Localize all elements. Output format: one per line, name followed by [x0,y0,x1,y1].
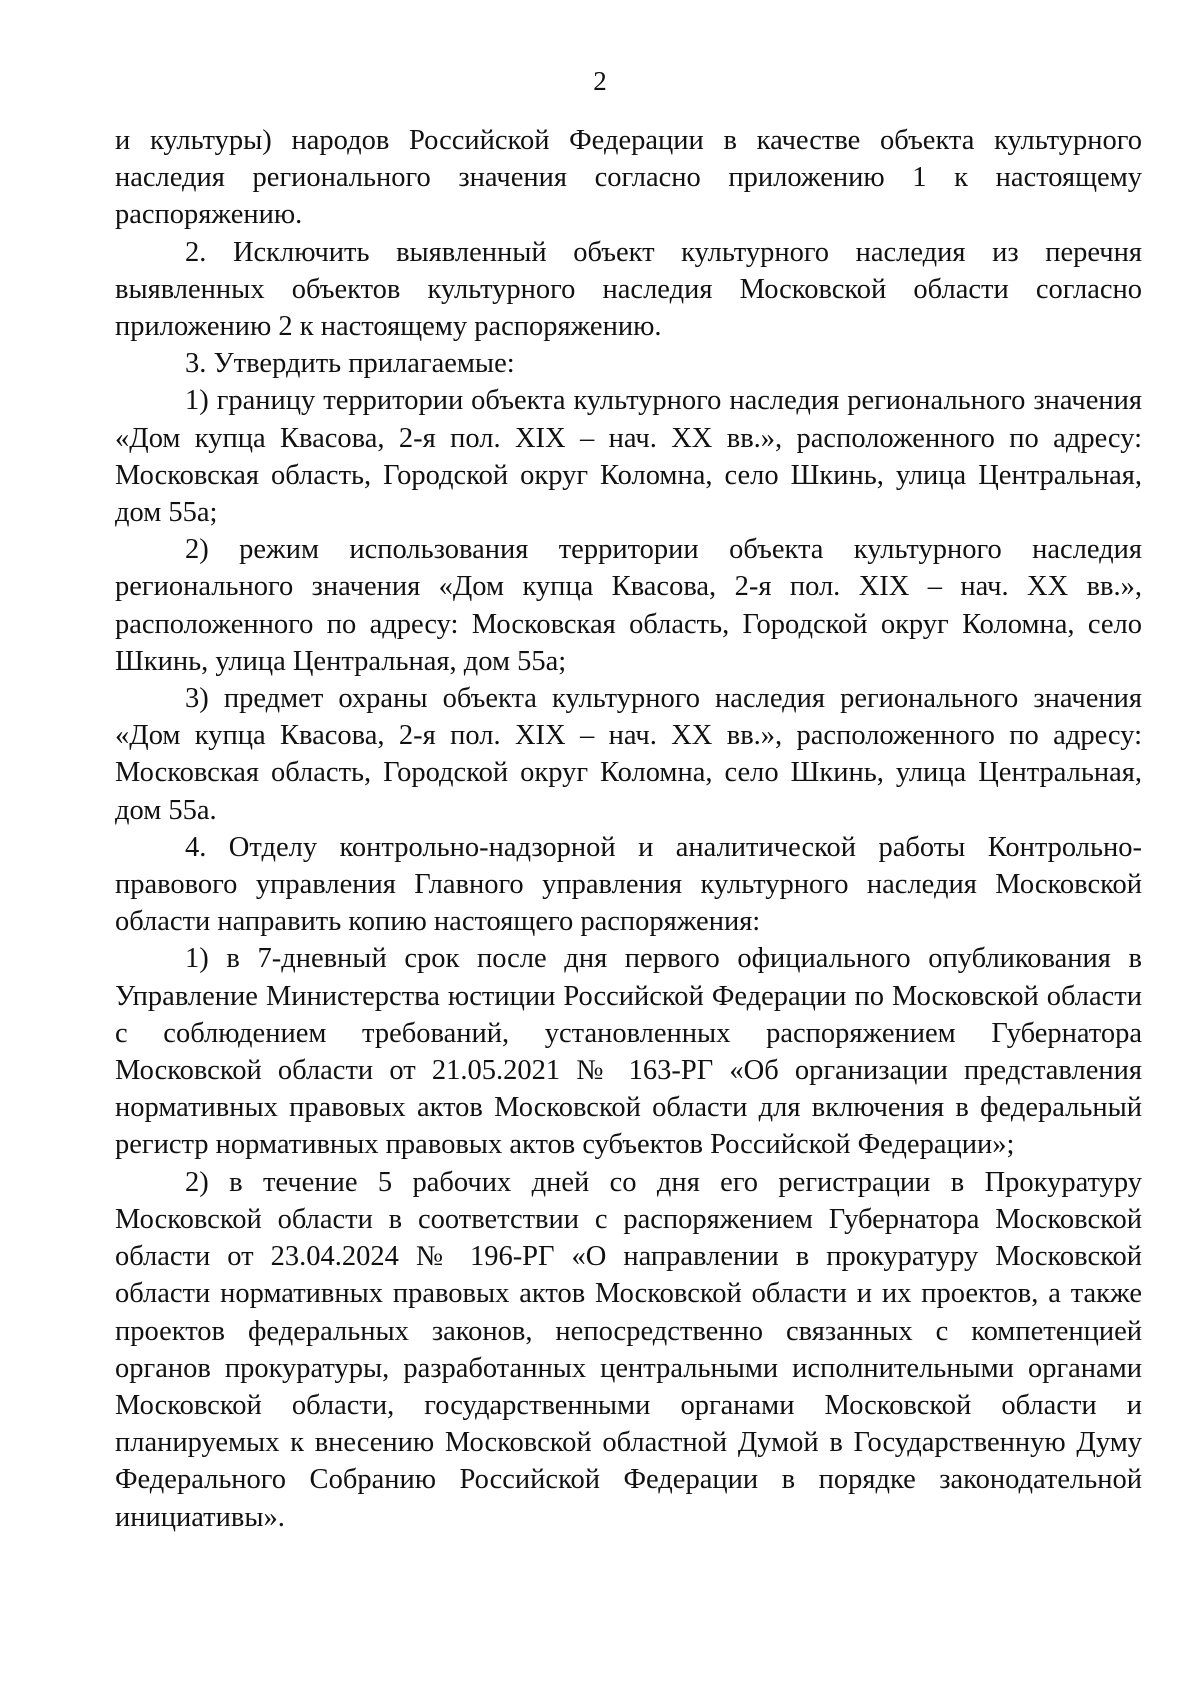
paragraph-item-4-1: 1) в 7-дневный срок после дня первого официального опубликования в Управление Министерства юстиции Российской Федерации по Московской области с соблюдением требований, установленных распоряжением Губернатора Московской области от 21.05.2021 № 163-РГ «Об организации представления нормативных правовых актов Московской области для включения в федеральный регистр нормативных правовых актов субъектов Российской Федерации»; [115,943,1142,1161]
paragraph-item-2: 2. Исключить выявленный объект культурного наследия из перечня выявленных объектов культурного наследия Московской области согласно приложению 2 к настоящему распоряжению. [115,236,1142,343]
document-body [115,122,1142,1536]
page-number: 2 [593,66,607,96]
paragraph-item-3-1: 1) границу территории объекта культурного наследия регионального значения «Дом купца Квасова, 2-я пол. XIX – нач. XX вв.», расположенного по адресу: Московская область, Городской округ Коломна, село Шкинь, улица Центральная, дом 55а; [115,385,1142,529]
paragraph-item-4: 4. Отделу контрольно-надзорной и аналитической работы Контрольно-правового управления Главного управления культурного наследия Московской области направить копию настоящего распоряжения: [115,831,1142,938]
paragraph-item-3-3: 3) предмет охраны объекта культурного наследия регионального значения «Дом купца Квасова, 2-я пол. XIX – нач. XX вв.», расположенного по адресу: Московская область, Городской округ Коломна, село Шкинь, улица Центральная, дом 55а. [115,683,1142,826]
paragraph-item-4-2: 2) в течение 5 рабочих дней со дня его регистрации в Прокуратуру Московской области в соответствии с распоряжением Губернатора Московской области от 23.04.2024 № 196-РГ «О направлении в прокуратуру Московской области нормативных правовых актов Московской области и их проектов, а также проектов федеральных законов, непосредственно связанных с компетенцией органов прокуратуры, разработанных центральными исполнительными органами Московской области, государственными органами Московской области и планируемых к внесению Московской областной Думой в Государственную Думу Федерального Собранию Российской Федерации в порядке законодательной инициативы». [115,1166,1142,1533]
paragraph-continuation: и культуры) народов Российской Федерации в качестве объекта культурного наследия регионального значения согласно приложению 1 к настоящему распоряжению. [115,125,1142,231]
paragraph-item-3-2: 2) режим использования территории объекта культурного наследия регионального значения «Дом купца Квасова, 2-я пол. XIX – нач. XX вв.», расположенного по адресу: Московская область, Городской округ Коломна, село Шкинь, улица Центральная, дом 55а; [115,534,1142,677]
paragraph-item-3: 3. Утвердить прилагаемые: [185,348,515,380]
